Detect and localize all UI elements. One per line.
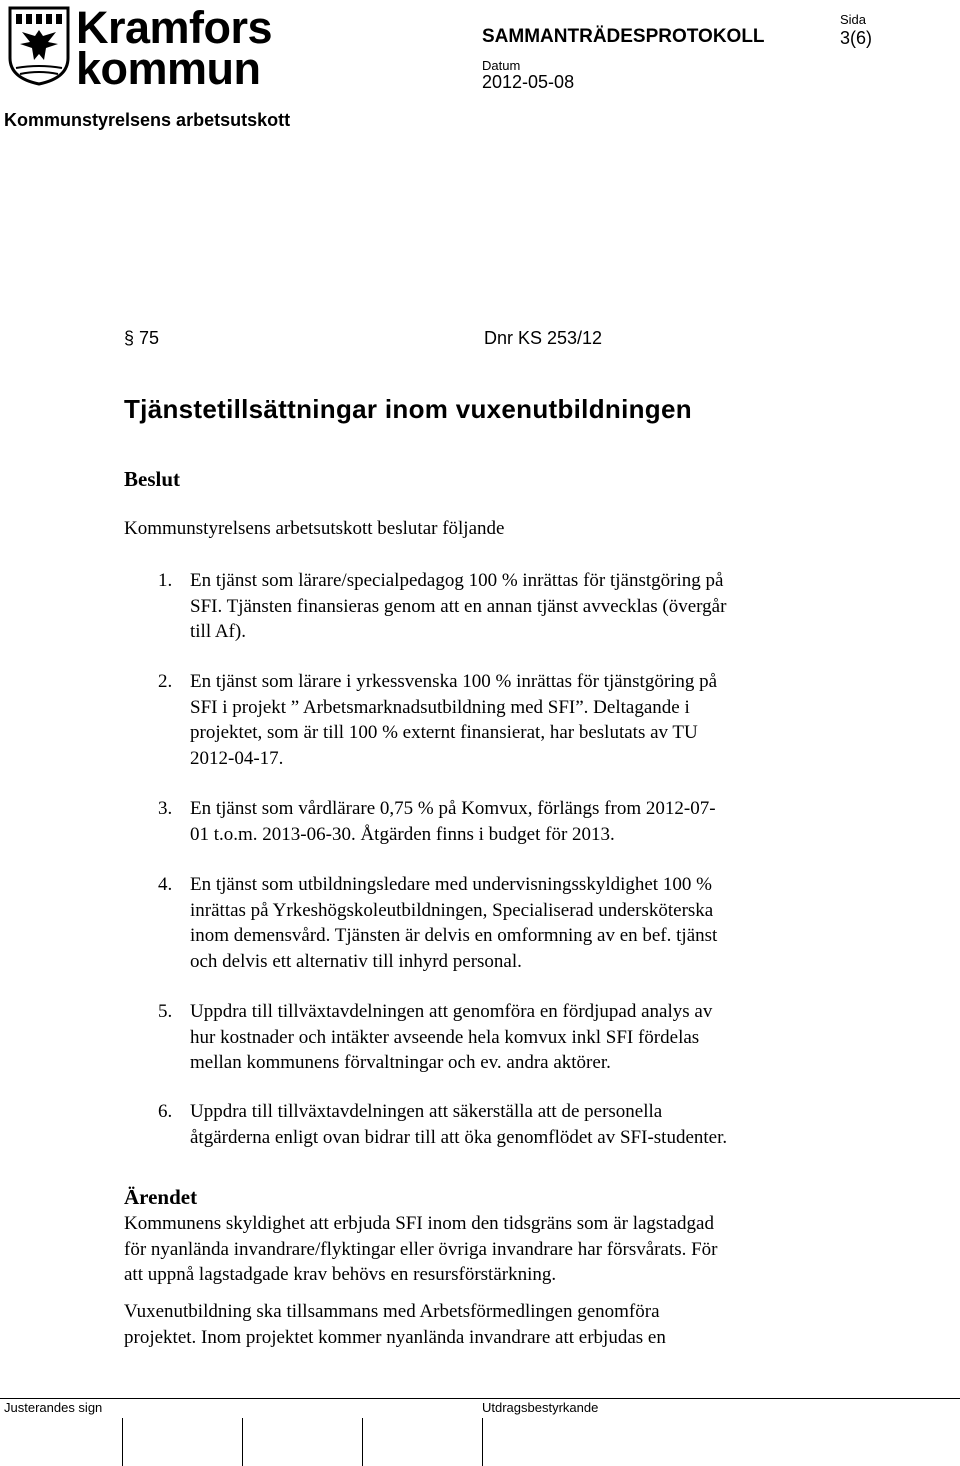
logo-wordmark-line2: kommun: [76, 43, 261, 94]
page-label: Sida: [840, 12, 867, 27]
arendet-paragraph: Vuxenutbildning ska tillsammans med Arbetsförmedlingen genomföra projektet. Inom projektet kommer nyanlända invandrare att erbjudas en: [124, 1301, 666, 1348]
list-item-number: 3.: [158, 798, 173, 819]
arendet-heading: Ärendet: [124, 1185, 198, 1209]
list-item-number: 4.: [158, 874, 173, 895]
signature-box-divider: [482, 1418, 483, 1466]
list-item-number: 5.: [158, 1001, 173, 1022]
list-item-number: 1.: [158, 570, 173, 591]
list-item-text: En tjänst som vårdlärare 0,75 % på Komvux, förlängs from 2012-07- 01 t.o.m. 2013-06-30. Åtgärden finns i budget för 2013.: [190, 798, 716, 845]
diary-number: Dnr KS 253/12: [484, 328, 603, 348]
list-item-number: 2.: [158, 671, 173, 692]
page-title: Tjänstetillsättningar inom vuxenutbildningen: [124, 394, 692, 424]
date-value: 2012-05-08: [482, 72, 575, 92]
paragraph-number-value: 75: [139, 328, 160, 348]
footer-divider: [0, 1398, 960, 1399]
section-sign: §: [124, 328, 135, 348]
list-item-text: En tjänst som lärare/specialpedagog 100 % inrättas för tjänstgöring på SFI. Tjänsten finansieras genom att en annan tjänst avvecklas (övergår till Af).: [190, 570, 727, 642]
signature-box-divider: [362, 1418, 363, 1466]
page-number: 3(6): [840, 28, 873, 48]
list-item-text: En tjänst som utbildningsledare med undervisningsskyldighet 100 % inrättas på Yrkeshögskoleutbildningen, Specialiserad undersköterska inom demensvård. Tjänsten är delvis en omformning av en bef. tjänst och delvis ett alternativ till inhyrd personal.: [190, 874, 718, 972]
list-item-text: Uppdra till tillväxtavdelningen att säkerställa att de personella åtgärderna enligt ovan bidrar till att öka genomflödet av SFI-studenter.: [190, 1101, 728, 1148]
list-item-number: 6.: [158, 1101, 173, 1122]
signature-box-divider: [122, 1418, 123, 1466]
arendet-paragraph: Kommunens skyldighet att erbjuda SFI inom den tidsgräns som är lagstadgad för nyanlända invandrare/flyktingar eller övriga invandrare har försvårats. För att uppnå lagstadgade krav behövs en resursförstärkning.: [124, 1213, 718, 1285]
body-name: Kommunstyrelsens arbetsutskott: [4, 110, 291, 130]
list-item-text: Uppdra till tillväxtavdelningen att genomföra en fördjupad analys av hur kostnader och intäkter avseende hela komvux inkl SFI fördelas mellan kommunens förvaltningar och ev. andra aktörer.: [190, 1001, 713, 1073]
signature-box-divider: [242, 1418, 243, 1466]
municipal-crest-icon: [8, 6, 70, 86]
footer-signature-label: Justerandes sign: [4, 1400, 103, 1415]
beslut-heading: Beslut: [124, 467, 181, 491]
logo-wordmark-line1: Kramfors: [76, 2, 273, 53]
date-label: Datum: [482, 58, 521, 73]
footer-certification-label: Utdragsbestyrkande: [482, 1400, 599, 1415]
beslut-intro: Kommunstyrelsens arbetsutskott beslutar följande: [124, 518, 505, 539]
paragraph-number: [124, 328, 159, 349]
list-item-text: En tjänst som lärare i yrkessvenska 100 % inrättas för tjänstgöring på SFI i projekt ” Arbetsmarknadsutbildning med SFI”. Deltagande i projektet, som är till 100 % externt finansierat, har beslutats av TU 2012-04-17.: [190, 671, 718, 769]
document-type: SAMMANTRÄDESPROTOKOLL: [482, 26, 765, 47]
